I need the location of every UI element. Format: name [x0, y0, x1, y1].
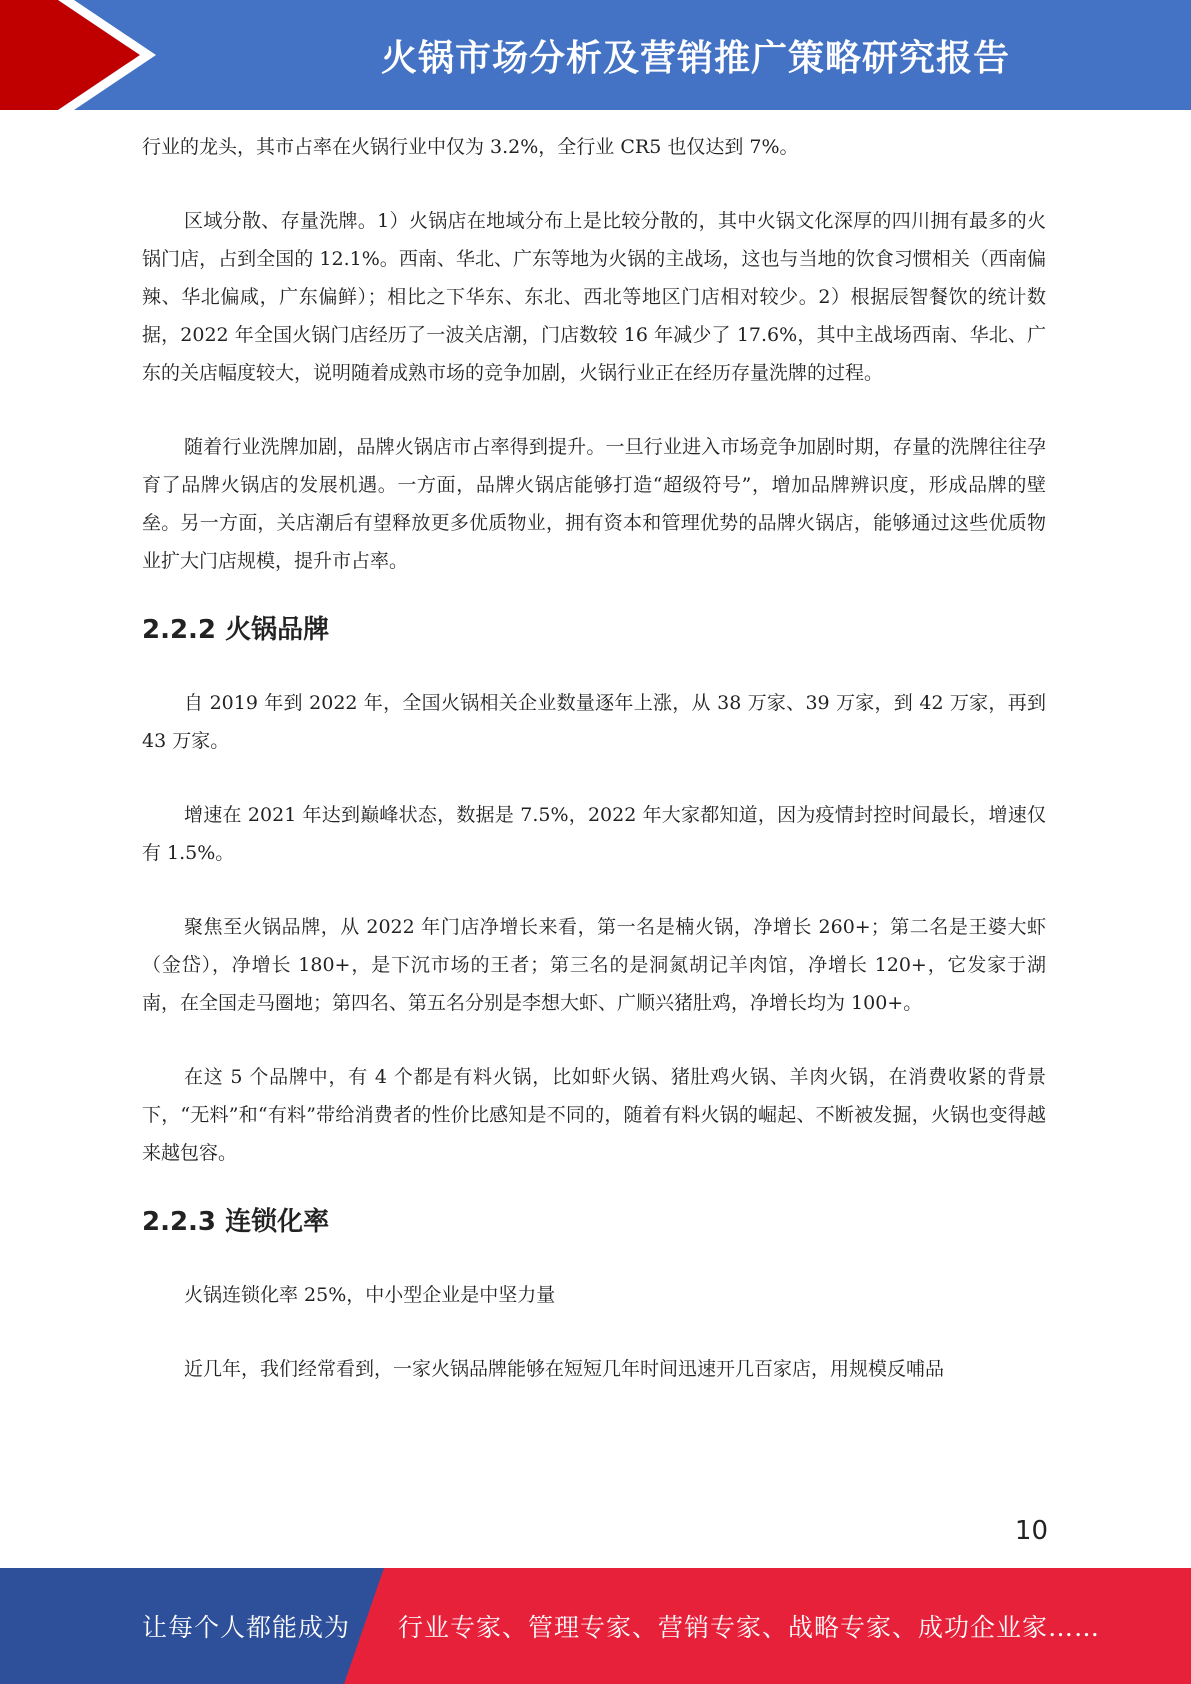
- paragraph: 随着行业洗牌加剧，品牌火锅店市占率得到提升。一旦行业进入市场竞争加剧时期，存量的洗牌往往孕育了品牌火锅店的发展机遇。一方面，品牌火锅店能够打造“超级符号”，增加品牌辨识度，形成品牌的壁垒。另一方面，关店潮后有望释放更多优质物业，拥有资本和管理优势的品牌火锅店，能够通过这些优质物业扩大门店规模，提升市占率。: [142, 436, 1046, 572]
- page-number: 10: [1014, 1516, 1048, 1546]
- paragraph: 自 2019 年到 2022 年，全国火锅相关企业数量逐年上涨，从 38 万家、39 万家，到 42 万家，再到 43 万家。: [142, 692, 1046, 752]
- footer-slogan-right: 行业专家、管理专家、营销专家、战略专家、成功企业家……: [398, 1613, 1101, 1642]
- paragraph: 聚焦至火锅品牌，从 2022 年门店净增长来看，第一名是楠火锅，净增长 260+；第二名是王婆大虾（金岱），净增长 180+，是下沉市场的王者；第三名的是洞氮胡记羊肉馆，净增长 120+，它发家于湖南，在全国走马圈地；第四名、第五名分别是李想大虾、广顺兴猪肚鸡，净增长均为 100+。: [142, 916, 1046, 1014]
- paragraph: 行业的龙头，其市占率在火锅行业中仅为 3.2%，全行业 CR5 也仅达到 7%。: [142, 136, 799, 158]
- section-heading: 2.2.2 火锅品牌: [142, 615, 330, 645]
- paragraph: 在这 5 个品牌中，有 4 个都是有料火锅，比如虾火锅、猪肚鸡火锅、羊肉火锅，在消费收紧的背景下，“无料”和“有料”带给消费者的性价比感知是不同的，随着有料火锅的崛起、不断被发掘，火锅也变得越来越包容。: [142, 1066, 1046, 1164]
- footer-slogan-left: 让每个人都能成为: [142, 1613, 351, 1642]
- page-footer: [0, 1568, 1191, 1684]
- paragraph: 区域分散、存量洗牌。1）火锅店在地域分布上是比较分散的，其中火锅文化深厚的四川拥有最多的火锅门店，占到全国的 12.1%。西南、华北、广东等地为火锅的主战场，这也与当地的饮食习惯相关（西南偏辣、华北偏咸，广东偏鲜）；相比之下华东、东北、西北等地区门店相对较少。2）根据辰智餐饮的统计数据，2022 年全国火锅门店经历了一波关店潮，门店数较 16 年减少了 17.6%，其中主战场西南、华北、广东的关店幅度较大，说明随着成熟市场的竞争加剧，火锅行业正在经历存量洗牌的过程。: [142, 210, 1046, 384]
- page-header: [0, 0, 1191, 110]
- section-heading: 2.2.3 连锁化率: [142, 1207, 330, 1237]
- document-body: [142, 128, 1046, 1388]
- paragraph: 增速在 2021 年达到巅峰状态，数据是 7.5%，2022 年大家都知道，因为疫情封控时间最长，增速仅有 1.5%。: [142, 804, 1046, 864]
- document-title: 火锅市场分析及营销推广策略研究报告: [380, 37, 1010, 79]
- paragraph: 火锅连锁化率 25%，中小型企业是中坚力量: [184, 1284, 556, 1306]
- paragraph: 近几年，我们经常看到，一家火锅品牌能够在短短几年时间迅速开几百家店，用规模反哺品: [184, 1358, 945, 1380]
